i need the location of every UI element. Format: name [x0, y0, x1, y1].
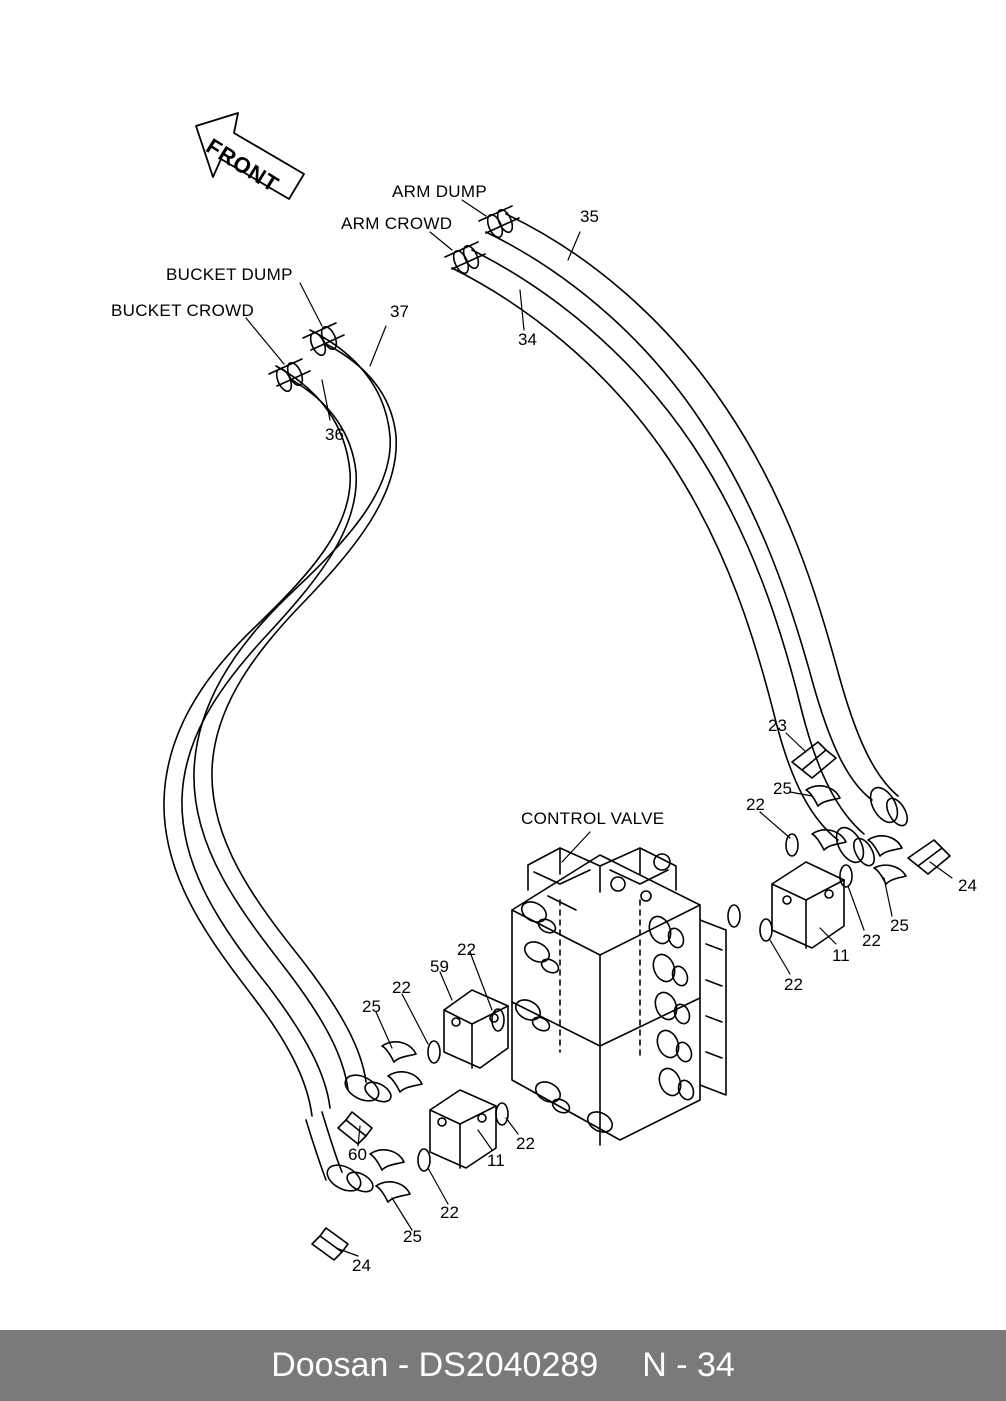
callout-22-left-lower: 22 [516, 1134, 535, 1153]
callout-25-upper-right: 25 [773, 779, 792, 798]
callout-22-right: 22 [862, 931, 881, 950]
label-arm-crowd: ARM CROWD [341, 214, 453, 233]
front-arrow-label: FRONT [201, 133, 284, 198]
hose-34 [445, 242, 878, 869]
label-arm-dump: ARM DUMP [392, 182, 487, 201]
callout-22-upper-right: 22 [746, 795, 765, 814]
label-control-valve: CONTROL VALVE [521, 809, 665, 828]
callout-22-bottom: 22 [440, 1203, 459, 1222]
callout-22-left-upper: 22 [457, 940, 476, 959]
callout-24-bottom: 24 [352, 1256, 371, 1275]
callout-60: 60 [348, 1145, 367, 1164]
footer-brand-part: Doosan - DS2040289 [271, 1346, 599, 1384]
footer-bar [0, 1330, 1006, 1401]
flange-block-right [772, 862, 844, 948]
footer-page-ref: N - 34 [642, 1346, 735, 1384]
callout-22-right-lower: 22 [784, 975, 803, 994]
callout-25-bottom: 25 [403, 1227, 422, 1246]
callout-11-left: 11 [487, 1151, 505, 1170]
callout-25-left-upper: 25 [362, 997, 381, 1016]
callout-34: 34 [518, 330, 537, 349]
label-bucket-crowd: BUCKET CROWD [111, 301, 255, 320]
label-bucket-dump: BUCKET DUMP [166, 265, 293, 284]
callout-36: 36 [325, 425, 344, 444]
callout-37: 37 [390, 302, 409, 321]
callout-35: 35 [580, 207, 599, 226]
hose-35 [479, 206, 911, 829]
callout-22-left-mid: 22 [392, 978, 411, 997]
control-valve-body [512, 848, 726, 1145]
flange-block-upper-left [444, 990, 508, 1068]
callout-11-right: 11 [832, 946, 850, 965]
callout-25-right: 25 [890, 916, 909, 935]
callout-23: 23 [768, 716, 787, 735]
callout-59: 59 [430, 957, 449, 976]
callout-24-right: 24 [958, 876, 977, 895]
hose-37 [194, 323, 396, 1106]
